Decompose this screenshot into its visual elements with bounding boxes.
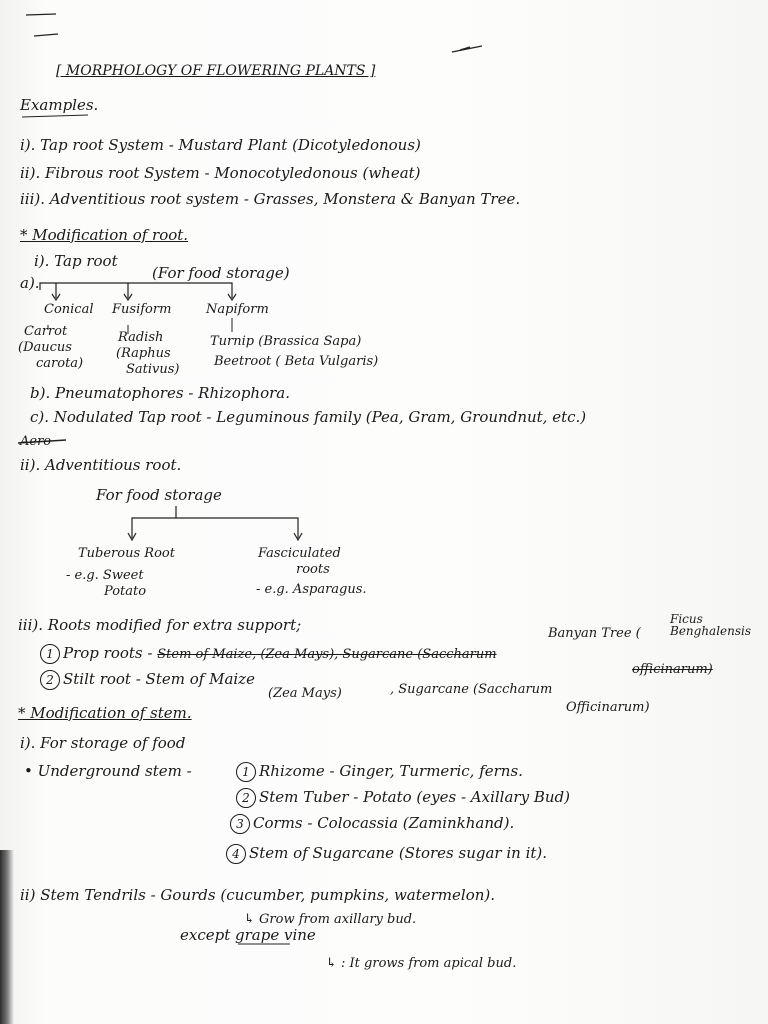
root-system-line-2: ii). Fibrous root System - Monocotyledonous (wheat) [20,164,421,182]
ficus-label-2: Benghalensis [670,624,752,638]
modification-stem-heading: * Modification of stem. [18,704,192,722]
prop-struck-text-2: officinarum) [632,662,713,677]
tuberous-example-1: - e.g. Sweet [66,568,144,583]
type-conical: Conical [44,302,94,317]
stem-storage-label: i). For storage of food [20,734,186,752]
banyan-tree-label: Banyan Tree ( [548,626,641,641]
tap-root-a-label: a). [20,274,40,292]
root-system-line-3: iii). Adventitious root system - Grasses, Monstera & Banyan Tree. [20,190,521,208]
stem-item-1 [236,762,523,782]
stem-item-2 [236,788,570,808]
stem-item-4 [226,844,547,864]
stilt-sugarcane: , Sugarcane (Saccharum [390,682,553,697]
tuberous-root-heading: Tuberous Root [78,546,175,561]
nodulated-line: c). Nodulated Tap root - Leguminous family (Pea, Gram, Groundnut, etc.) [30,408,587,426]
fusiform-example-1: Radish [118,330,164,345]
support-heading: iii). Roots modified for extra support; [18,616,302,634]
conical-example-2: (Daucus [18,340,72,355]
napiform-example-2: Beetroot ( Beta Vulgaris) [214,354,379,369]
stilt-officinarum: Officinarum) [566,700,650,715]
type-fusiform: Fusiform [112,302,172,317]
ficus-label-1: Ficus [670,612,703,626]
stem-item-2-number: 2 [236,788,256,808]
apical-bud-note: ↳ : It grows from apical bud. [326,956,517,971]
stem-tendrils-line: ii) Stem Tendrils - Gourds (cucumber, pumpkins, watermelon). [20,886,496,904]
tap-root-purpose: (For food storage) [152,264,290,282]
stem-item-1-text: Rhizome - Ginger, Turmeric, ferns. [259,762,523,780]
adventitious-root-label: ii). Adventitious root. [20,456,182,474]
fusiform-example-2: (Raphus [116,346,171,361]
stilt-roots-line [40,670,255,690]
stem-item-2-text: Stem Tuber - Potato (eyes - Axillary Bud) [259,788,570,806]
stem-item-4-number: 4 [226,844,246,864]
conical-example-3: carota) [36,356,84,371]
prop-roots-label: Prop roots - [63,644,153,662]
prop-roots-line [40,644,497,664]
tuberous-example-2: Potato [104,584,147,599]
axillary-bud-note: ↳ Grow from axillary bud. [244,912,417,927]
prop-struck-text: Stem of Maize, (Zea Mays), Sugarcane (Saccharum [157,647,497,662]
stem-item-3-text: Corms - Colocassia (Zaminkhand). [253,814,515,832]
stilt-number-circle: 2 [40,670,60,690]
pneumatophores-line: b). Pneumatophores - Rhizophora. [30,384,291,402]
type-napiform: Napiform [206,302,269,317]
modification-root-heading: * Modification of root. [20,226,189,244]
stilt-roots-label: Stilt root - Stem of Maize [63,670,255,688]
conical-example-1: Carrot [24,324,68,339]
stem-item-1-number: 1 [236,762,256,782]
fasciculated-heading-2: roots [296,562,330,577]
stem-item-3 [230,814,514,834]
underground-stem-label: • Underground stem - [24,762,192,780]
tap-root-label: i). Tap root [34,252,118,270]
fasciculated-example: - e.g. Asparagus. [256,582,367,597]
stilt-zea-mays: (Zea Mays) [268,686,342,701]
napiform-example-1: Turnip (Brassica Sapa) [210,334,362,349]
stem-item-3-number: 3 [230,814,250,834]
fusiform-example-3: Sativus) [126,362,180,377]
struck-word: Aero [20,434,52,449]
stem-item-4-text: Stem of Sugarcane (Stores sugar in it). [249,844,548,862]
prop-number-circle: 1 [40,644,60,664]
page-title: [ MORPHOLOGY OF FLOWERING PLANTS ] [56,63,376,79]
root-system-line-1: i). Tap root System - Mustard Plant (Dicotyledonous) [20,136,421,154]
adventitious-purpose: For food storage [96,486,222,504]
examples-heading: Examples. [20,96,99,114]
except-grape-vine: except grape vine [180,926,316,944]
fasciculated-heading-1: Fasciculated [258,546,341,561]
